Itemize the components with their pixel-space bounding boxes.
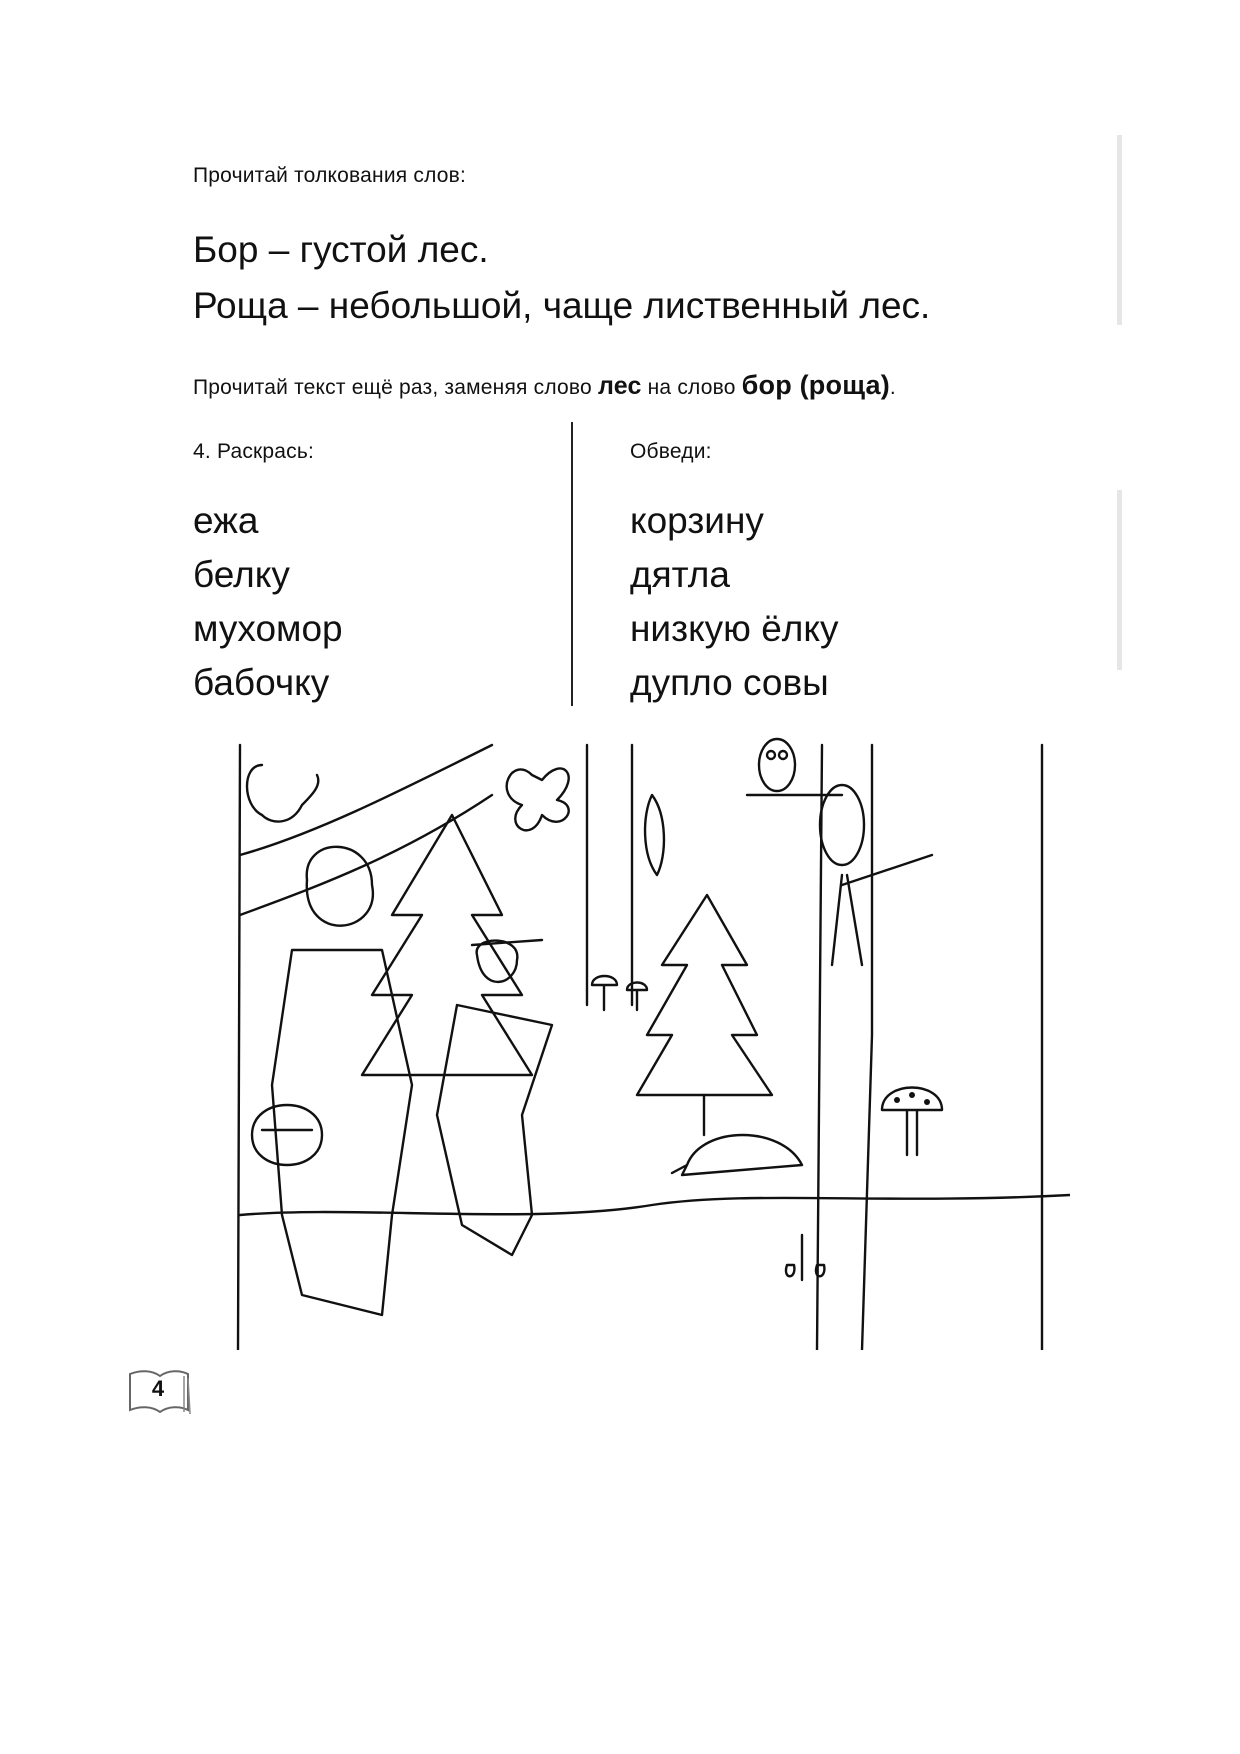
instruction-middle: на слово	[647, 376, 736, 399]
instruction-replace-word	[193, 370, 896, 401]
page-number: 4	[151, 1376, 165, 1401]
grandmother-body-icon	[272, 950, 412, 1315]
outline-item-woodpecker: дятла	[630, 554, 730, 595]
page-number-badge	[128, 1368, 192, 1416]
definition-roshcha: Роща – небольшой, чаще лиственный лес.	[193, 285, 931, 326]
definitions	[193, 222, 930, 334]
girl-body-icon	[437, 1005, 552, 1255]
mushrooms-icon	[592, 976, 647, 1010]
column-divider	[571, 422, 573, 706]
forest-coloring-illustration[interactable]	[232, 735, 1070, 1350]
color-item-squirrel: белку	[193, 554, 290, 595]
ground-line-icon	[240, 1195, 1070, 1215]
low-spruce-icon	[637, 895, 772, 1095]
task-color-heading: 4. Раскрась:	[193, 440, 315, 463]
hedgehog-icon	[672, 1135, 802, 1175]
color-item-fly-agaric: мухомор	[193, 608, 343, 649]
outline-list	[630, 494, 838, 710]
word-bor-roshcha: бор (роща)	[741, 370, 890, 400]
word-les: лес	[597, 372, 642, 400]
scan-edge-artifact	[1117, 490, 1122, 670]
color-list	[193, 494, 343, 710]
mushroom-basket-icon	[252, 1105, 322, 1165]
instruction-suffix: .	[889, 376, 896, 399]
tree-trunk-left-icon	[238, 745, 240, 1350]
dragonfly-icon	[832, 855, 932, 965]
outline-item-owl-hollow: дупло совы	[630, 662, 829, 703]
outline-item-basket: корзину	[630, 500, 764, 541]
tree-hollow-icon	[820, 785, 864, 865]
definition-bor: Бор – густой лес.	[193, 229, 489, 270]
scan-edge-artifact	[1117, 135, 1122, 325]
owl-icon	[759, 739, 795, 791]
color-item-hedgehog: ежа	[193, 500, 259, 541]
woodpecker-icon	[645, 795, 664, 875]
squirrel-icon	[247, 765, 318, 822]
tree-trunk-center-icon	[587, 745, 632, 1005]
girl-head-icon	[472, 940, 542, 982]
outline-item-low-spruce: низкую ёлку	[630, 608, 839, 649]
instruction-prefix: Прочитай текст ещё раз, заменяя слово	[193, 376, 592, 399]
task-outline-heading: Обведи:	[630, 440, 712, 463]
butterfly-icon	[507, 769, 569, 831]
instruction-read-definitions: Прочитай толкования слов:	[193, 164, 467, 187]
color-item-butterfly: бабочку	[193, 662, 330, 703]
